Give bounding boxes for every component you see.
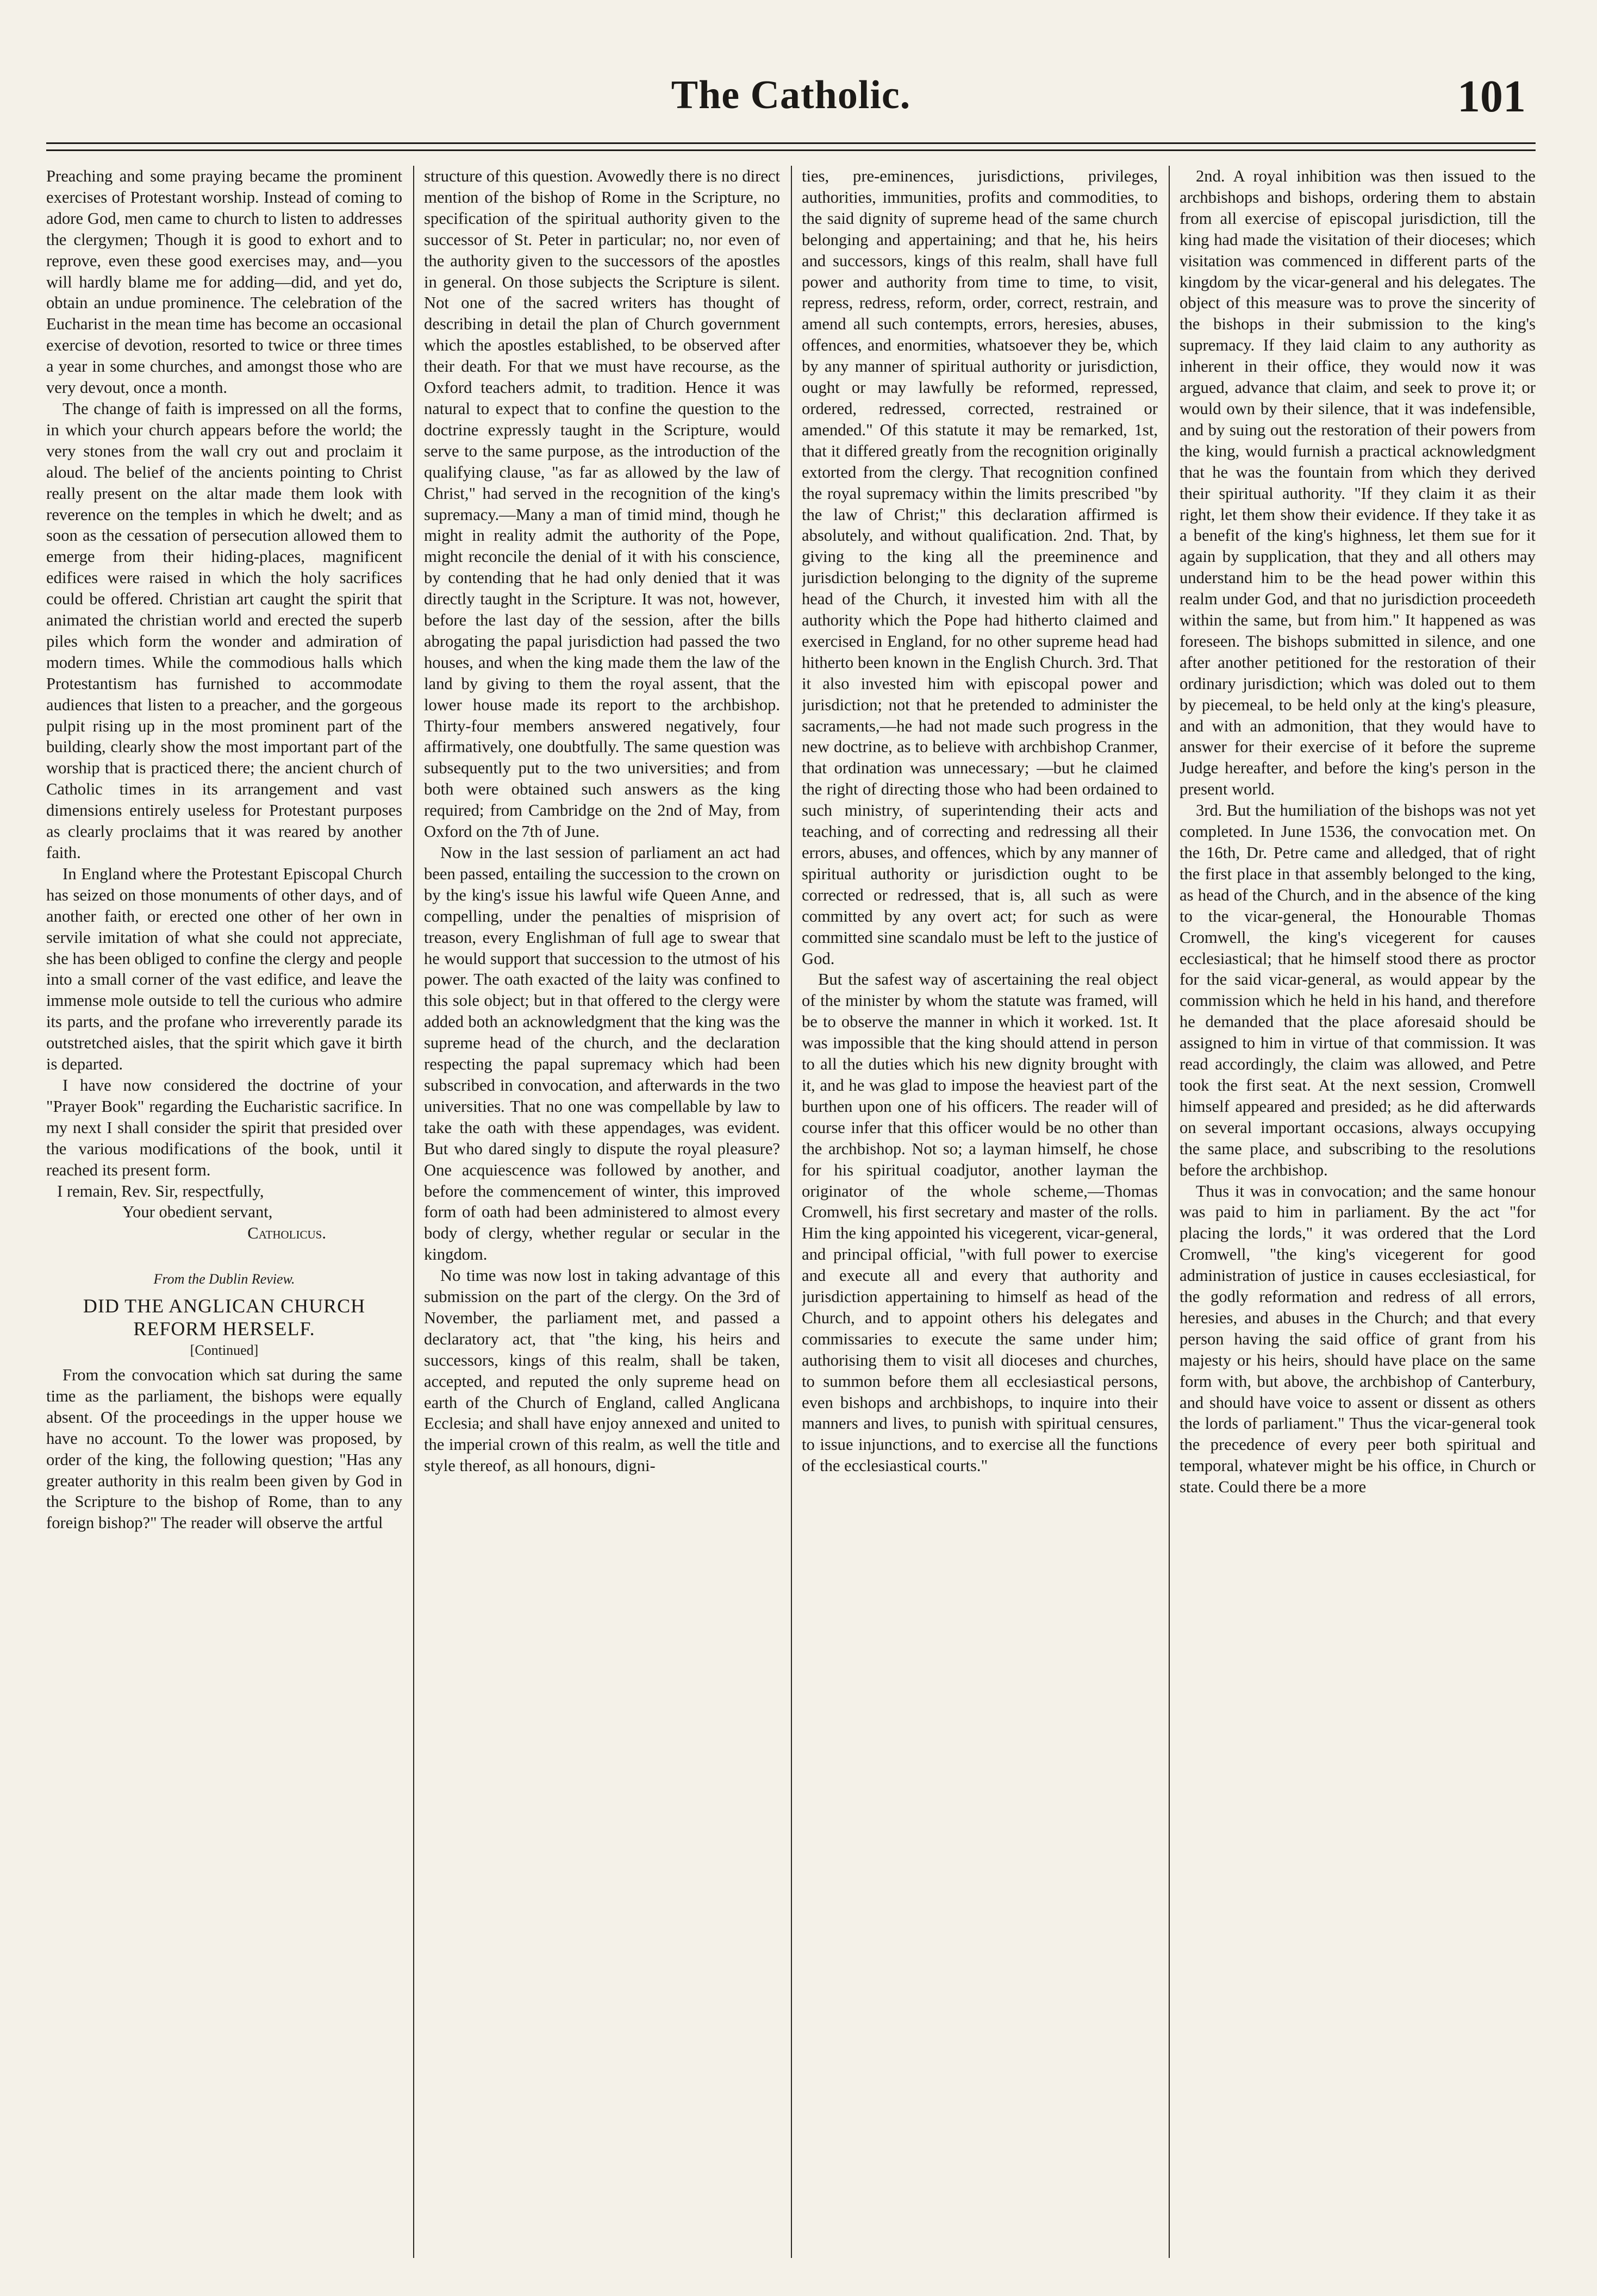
column-divider: [791, 166, 792, 2258]
column-4: [1180, 166, 1536, 2258]
column-divider: [413, 166, 414, 2258]
paragraph: In England where the Protestant Episcopal Church has seized on those monuments of other days, and of another faith, or erected one other of her own in servile imitation of what she could not appreciate, she has been obliged to confine the clergy and people into a small corner of the vast edifice, and leave the immense mole outside to tell the curious who admire its parts, and the profane who irreverently parade its outstretched aisles, that the spirit which gave it birth is departed.: [46, 864, 402, 1074]
column-2: [424, 166, 780, 2258]
column-3: [802, 166, 1158, 2258]
continued-label: [Continued]: [190, 1342, 259, 1359]
column-1: [46, 166, 402, 2258]
paragraph: Thus it was in convocation; and the same honour was paid to him in parliament. By the act "for placing the lords," it was ordered that the Lord Cromwell, "the king's vicegerent for good administration of justice in causes ecclesiastical, for the godly reformation and redress of all errors, heresies, and abuses in the Church; and that every person having the said office of grant from his majesty or his heirs, should have place on the same form with, but above, the archbishop of Canterbury, and should have voice to assent or dissent as others the lords of parliament." Thus the vicar-general took the precedence of every peer both spiritual and temporal, whatever might be his office, in Church or state. Could there be a more: [1180, 1181, 1536, 1497]
paragraph: But the safest way of ascertaining the real object of the minister by whom the statute was framed, will be to observe the manner in which it worked. 1st. It was impossible that the king should attend in person to all the duties which his new dignity brought with it, and he was glad to impose the heaviest part of the burthen upon one of his officers. The reader will of course infer that this officer would be no other than the archbishop. Not so; a layman himself, he chose for his spiritual coadjutor, another layman the originator of the whole scheme,—Thomas Cromwell, his first secretary and master of the rolls. Him the king appointed his vicegerent, vicar-general, and principal official, "with full power to exercise and execute all and every that authority and jurisdiction appertaining to himself as head of the Church, and to appoint others his delegates and commissaries to execute the same under him; authorising them to visit all dioceses and churches, to summon before them all ecclesiastical persons, even bishops and archbishops, to inquire into their manners and lives, to punish with spiritual censures, to issue injunctions, and to exercise all the functions of the ecclesiastical courts.": [802, 970, 1158, 1475]
page-number: 101: [1457, 71, 1526, 122]
paragraph: Now in the last session of parliament an act had been passed, entailing the succession to the crown on by the king's issue his lawful wife Queen Anne, and compelling, under the penalties of misprision of treason, every Englishman of full age to swear that he would support that succession to the utmost of his power. The oath exacted of the laity was confined to this sole object; but in that offered to the clergy were added both an acknowledgment that the king was the supreme head of the church, and the declaration respecting the papal supremacy which had been subscribed in convocation, and afterwards in the two universities. That no one was compellable by law to take the oath with these appendages, was evident. But who dared singly to dispute the royal pleasure? One acquiescence was followed by another, and before the commencement of winter, this improved form of oath had been administered to almost every body of clergy, whether regular or secular in the kingdom.: [424, 843, 780, 1264]
column-divider: [1169, 166, 1170, 2258]
paragraph: structure of this question. Avowedly there is no direct mention of the bishop of Rome in the Scripture, no specification of the spiritual authority given to the successor of St. Peter in particular; no, nor even of the authority given to the successors of the apostles in general. On those subjects the Scripture is silent. Not one of the sacred writers has thought of describing in detail the plan of Church government which the apostles established, to be observed after their death. For that we must have recourse, as the Oxford teachers admit, to tradition. Hence it was natural to expect that to confine the question to the doctrine expressly taught in the Scripture, would serve to the same purpose, as the introduction of the qualifying clause, "as far as allowed by the law of Christ," had served in the recognition of the king's supremacy.—Many a man of timid mind, though he might in reality admit the authority of the Pope, might reconcile the denial of it with his conscience, by contending that he had only denied that it was directly taught in the Scripture. It was not, however, before the last day of the session, after the bills abrogating the papal jurisdiction had passed the two houses, and when the king made them the law of the land by giving to them the royal assent, that the lower house made its report to the archbishop. Thirty-four members answered negatively, four affirmatively, one doubtfully. The same question was subsequently put to the two universities; and from both were obtained such answers as the king required; from Cambridge on the 2nd of May, from Oxford on the 7th of June.: [424, 167, 780, 841]
paragraph: From the convocation which sat during the same time as the parliament, the bishops were equally absent. Of the proceedings in the upper house we have no account. To the lower was proposed, by order of the king, the following question; "Has any greater authority in this realm been given by God in the Scripture to the bishop of Rome, than to any foreign bishop?" The reader will observe the artful: [46, 1366, 402, 1532]
letter-closing: Your obedient servant,: [122, 1203, 273, 1222]
article-source: From the Dublin Review.: [153, 1271, 295, 1287]
paragraph: 3rd. But the humiliation of the bishops was not yet completed. In June 1536, the convocation met. On the 16th, Dr. Petre came and alledged, that of right the first place in that assembly belonged to the king, as head of the Church, and in the absence of the king to the vicar-general, the Honourable Thomas Cromwell, the king's vicegerent for causes ecclesiastical; that he himself stood there as proctor for the said vicar-general, as would appear by the commission which he held in his hand, and therefore he demanded that the place aforesaid should be assigned to him in virtue of that commission. It was read accordingly, the claim was allowed, and Petre took the first seat. At the next session, Cromwell himself appeared and presided; as he did afterwards on several important occasions, always occupying the same place, and subscribing to the resolutions before the archbishop.: [1180, 801, 1536, 1179]
article-heading: DID THE ANGLICAN CHURCH REFORM HERSELF.: [83, 1295, 366, 1340]
paragraph: 2nd. A royal inhibition was then issued to the archbishops and bishops, ordering them to abstain from all exercise of episcopal jurisdiction, till the king had made the visitation of their dioceses; which visitation was commenced in different parts of the kingdom by the vicar-general and his delegates. The object of this measure was to prove the sincerity of the bishops in their submission to the king's supremacy. If they laid claim to any authority as inherent in their office, they would now it was argued, advance that claim, and seek to prove it; or would own by their silence, that it was indefensible, and by suing out the restoration of their powers from the king, would furnish a practical acknowledgment that he was the fountain from which they derived their spiritual authority. "If they claim it as their right, let them show their evidence. If they take it as a benefit of the king's highness, let them sue for it again by supplication, that they and all others may understand him to be the head power within this realm under God, and that no jurisdiction proceedeth within the same, but from him." It happened as was foreseen. The bishops submitted in silence, and one after another petitioned for the restoration of their ordinary jurisdiction; which was doled out to them by piecemeal, to be held only at the king's pleasure, and with an admonition, that they would have to answer for their exercise of it before the supreme Judge hereafter, and before the king's person in the present world.: [1180, 167, 1536, 799]
letter-signature: Catholicus.: [247, 1224, 326, 1243]
paragraph: The change of faith is impressed on all the forms, in which your church appears before the world; the very stones from the wall cry out and proclaim it aloud. The belief of the ancients pointing to Christ really present on the altar made them look with reverence on the temples in which he dwelt; and as soon as the cessation of persecution allowed them to emerge from their hiding-places, magnificent edifices were raised in which the holy sacrifices could be offered. Christian art caught the spirit that animated the christian world and erected the superb piles which form the wonder and admiration of modern times. While the commodious halls which Protestantism has furnished to accommodate audiences that listen to a preacher, and the gorgeous pulpit rising up in the most prominent part of the building, clearly show the most important part of the worship that is practiced there; the ancient church of Catholic times in its arrangement and vast dimensions entirely useless for Protestant purposes as clearly proclaims that it was reared by another faith.: [46, 399, 402, 862]
paragraph: Preaching and some praying became the prominent exercises of Protestant worship. Instead of coming to adore God, men came to church to listen to addresses the clergymen; Though it is good to exhort and to reprove, even these good exercises may, and—you will hardly blame me for adding—did, and yet do, obtain an undue prominence. The celebration of the Eucharist in the mean time has become an occasional exercise of devotion, resorted to twice or three times a year in some churches, and amongst those who are very devout, once a month.: [46, 167, 402, 397]
paragraph: I have now considered the doctrine of your "Prayer Book" regarding the Eucharistic sacrifice. In my next I shall consider the spirit that presided over the various modifications of the book, until it reached its present form.: [46, 1075, 402, 1179]
letter-signoff: I remain, Rev. Sir, respectfully,: [57, 1181, 264, 1200]
header-rule: [46, 142, 1536, 151]
page-header: [46, 62, 1536, 133]
paragraph: No time was now lost in taking advantage of this submission on the part of the clergy. On the 3rd of November, the parliament met, and passed a declaratory act, that "the king, his heirs and successors, kings of this realm, shall be taken, accepted, and reputed the only supreme head on earth of the Church of England, called Anglicana Ecclesia; and shall have enjoy annexed and united to the imperial crown of this realm, as well the title and style thereof, as all honours, digni-: [424, 1266, 780, 1475]
publication-title: The Catholic.: [671, 73, 911, 117]
paragraph: ties, pre-eminences, jurisdictions, privileges, authorities, immunities, profits and commodities, to the said dignity of supreme head of the same church belonging and appertaining; and that he, his heirs and successors, kings of this realm, shall have full power and authority from time to time, to visit, repress, redress, reform, order, correct, restrain, and amend all such contempts, errors, heresies, abuses, offences, and enormities, whatsoever they be, which by any manner of spiritual authority or jurisdiction, ought or may lawfully be reformed, repressed, ordered, redressed, corrected, restrained or amended." Of this statute it may be remarked, 1st, that it differed greatly from the recognition originally extorted from the clergy. That recognition confined the royal supremacy within the limits prescribed "by the law of Christ;" this declaration affirmed is absolutely, and without qualification. 2nd. That, by giving to the king all the preeminence and jurisdiction belonging to the dignity of the supreme head of the Church, it invested him with all the authority which the Pope had hitherto claimed and exercised in England, for no other supreme head had hitherto been known in the English Church. 3rd. That it also invested him with episcopal power and jurisdiction; not that he pretended to administer the sacraments,—he had not made such progress in the new doctrine, as to believe with archbishop Cranmer, that ordination was unnecessary; —but he claimed the right of directing those who had been ordained to such ministry, of superintending their acts and teaching, and of correcting and redressing all their errors, abuses, and offences, which by any manner of spiritual authority or jurisdiction ought to be corrected or redressed, that is, all such as were committed by any overt act; for such as were committed sine scandalo must be left to the justice of God.: [802, 167, 1158, 968]
text-columns: [46, 166, 1536, 2258]
